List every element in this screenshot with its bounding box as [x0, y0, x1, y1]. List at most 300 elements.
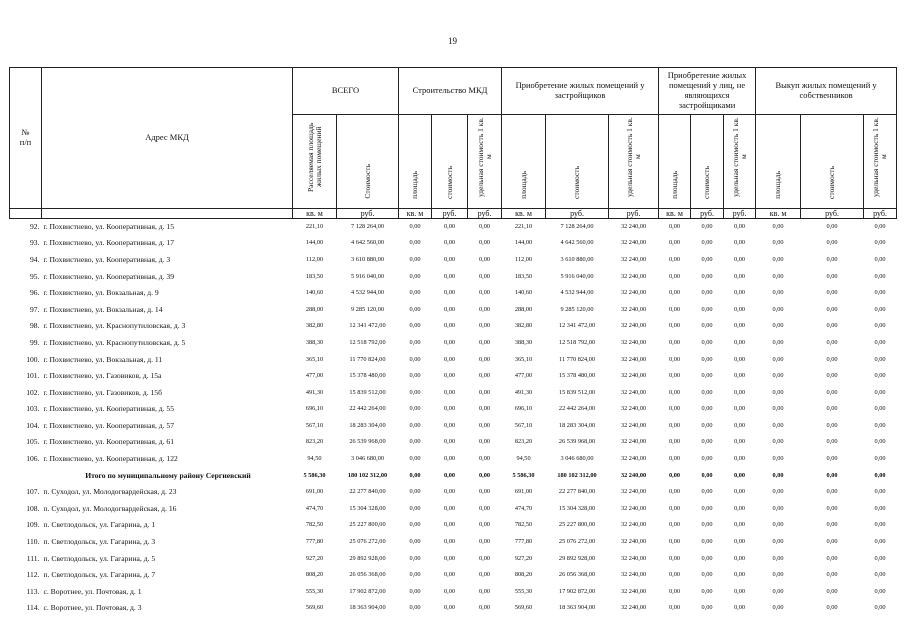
row-value: 0,00: [826, 355, 838, 363]
subheader-cost: стоимость: [432, 115, 468, 209]
row-value: 0,00: [479, 455, 491, 463]
row-value: 0,00: [669, 255, 681, 263]
table-row: [10, 368, 897, 385]
header-construction: Строительство МКД: [399, 68, 502, 115]
units-row: [10, 208, 897, 218]
row-value: 0,00: [443, 222, 456, 230]
row-value: 691,00: [514, 488, 533, 496]
row-value: 12 341 472,00: [349, 322, 386, 330]
row-value: 0,00: [479, 405, 491, 413]
row-value: 0,00: [874, 255, 886, 263]
subheader-area: площадь: [659, 115, 691, 209]
subheader-cost-total: Стоимость: [337, 115, 399, 209]
row-value: 140,60: [305, 289, 324, 297]
row-value: 569,60: [305, 604, 324, 612]
row-value: 183,50: [305, 272, 324, 280]
row-value: 26 539 968,00: [558, 438, 596, 446]
row-value: 0,00: [734, 305, 746, 313]
row-value: 0,00: [479, 305, 491, 313]
row-value: 0,00: [826, 471, 838, 479]
row-address: г. Похвистнево, ул. Кооперативная, д. 17: [43, 238, 175, 248]
row-value: 32 240,00: [620, 604, 647, 612]
row-value: 0,00: [409, 372, 421, 380]
row-value: 0,00: [701, 405, 713, 413]
row-value: 32 240,00: [620, 554, 647, 562]
row-value: 0,00: [826, 455, 838, 463]
row-value: 0,00: [701, 322, 713, 330]
row-address: с. Воротнее, ул. Почтовая, д. 3: [43, 603, 142, 613]
row-value: 823,20: [514, 438, 533, 446]
row-value: 18 283 304,00: [349, 421, 386, 429]
row-value: 7 128 264,00: [560, 222, 594, 230]
row-value: 0,00: [701, 255, 713, 263]
row-value: 32 240,00: [620, 405, 647, 413]
row-value: 15 839 512,00: [558, 388, 596, 396]
row-value: 18 363 904,00: [349, 604, 386, 612]
row-value: 0,00: [701, 388, 713, 396]
row-value: 0,00: [874, 289, 886, 297]
unit-label: руб.: [468, 208, 502, 218]
row-value: 0,00: [701, 538, 713, 546]
row-number: 107.: [26, 487, 40, 497]
subheader-area: площадь: [399, 115, 432, 209]
row-value: 32 240,00: [620, 289, 647, 297]
row-value: 0,00: [701, 239, 713, 247]
row-value: 0,00: [701, 571, 713, 579]
row-value: 0,00: [874, 338, 886, 346]
row-value: 0,00: [826, 388, 838, 396]
row-value: 0,00: [772, 504, 784, 512]
table-row: [10, 600, 897, 617]
row-value: 0,00: [479, 289, 491, 297]
row-value: 0,00: [669, 438, 681, 446]
row-value: 11 770 824,00: [349, 355, 386, 363]
row-value: 777,80: [305, 538, 324, 546]
row-value: 3 610 880,00: [350, 255, 385, 263]
row-number: 104.: [26, 420, 40, 430]
row-value: 927,20: [514, 554, 533, 562]
row-value: 0,00: [409, 355, 421, 363]
unit-label: кв. м: [502, 208, 546, 218]
row-value: 0,00: [443, 504, 456, 512]
row-value: 0,00: [874, 372, 886, 380]
row-value: 0,00: [409, 571, 421, 579]
row-value: 22 277 840,00: [558, 488, 596, 496]
row-value: 0,00: [669, 554, 681, 562]
unit-label: руб.: [724, 208, 756, 218]
row-value: 0,00: [701, 289, 713, 297]
row-value: 696,10: [305, 405, 324, 413]
row-address: г. Похвистнево, ул. Вокзальная, д. 14: [43, 304, 163, 314]
row-value: 0,00: [479, 521, 491, 529]
row-value: 0,00: [826, 222, 838, 230]
row-value: 0,00: [874, 438, 886, 446]
row-value: 0,00: [874, 604, 886, 612]
row-number: 106.: [26, 454, 40, 464]
row-value: 927,20: [305, 554, 324, 562]
row-value: 491,30: [305, 388, 324, 396]
row-value: 0,00: [443, 322, 456, 330]
row-value: 0,00: [874, 471, 886, 479]
table-row: [10, 302, 897, 319]
row-address: г. Похвистнево, ул. Газовиков, д. 15а: [43, 371, 162, 381]
row-value: 0,00: [826, 322, 838, 330]
subheader-area: площадь: [502, 115, 546, 209]
row-address: Итого по муниципальному району Сергиевский: [85, 470, 251, 480]
row-number: 102.: [26, 387, 40, 397]
row-value: 477,00: [514, 372, 533, 380]
row-value: 17 902 872,00: [558, 587, 596, 595]
row-address: п. Суходол, ул. Молодогвардейская, д. 16: [43, 503, 177, 513]
row-value: 0,00: [669, 471, 681, 479]
row-value: 0,00: [734, 571, 746, 579]
row-number: 110.: [26, 537, 40, 547]
row-value: 0,00: [479, 554, 491, 562]
row-value: 0,00: [479, 488, 491, 496]
row-value: 32 240,00: [620, 504, 647, 512]
row-value: 0,00: [443, 604, 456, 612]
row-value: 288,00: [514, 305, 533, 313]
row-number: 109.: [26, 520, 40, 530]
row-value: 0,00: [479, 255, 491, 263]
row-value: 0,00: [409, 289, 421, 297]
row-value: 0,00: [826, 438, 838, 446]
row-value: 0,00: [772, 388, 784, 396]
row-value: 555,30: [514, 587, 533, 595]
table-row: [10, 318, 897, 335]
row-value: 0,00: [443, 405, 456, 413]
row-address: г. Похвистнево, ул. Вокзальная, д. 11: [43, 354, 163, 364]
row-value: 15 378 480,00: [558, 372, 596, 380]
header-developers: Приобретение жилых помещений у застройщиков: [502, 68, 659, 115]
row-value: 94,50: [307, 455, 322, 463]
row-value: 0,00: [443, 372, 456, 380]
housing-table: [9, 67, 897, 617]
subheader-unit-cost: удельная стоимость 1 кв. м: [724, 115, 756, 209]
table-row: [10, 269, 897, 286]
row-value: 3 046 680,00: [350, 455, 385, 463]
row-value: 0,00: [669, 289, 681, 297]
row-value: 32 240,00: [620, 587, 647, 595]
row-value: 0,00: [409, 305, 421, 313]
row-value: 32 240,00: [620, 455, 647, 463]
row-value: 0,00: [826, 504, 838, 512]
row-value: 777,80: [514, 538, 533, 546]
row-value: 0,00: [874, 222, 886, 230]
row-value: 0,00: [701, 338, 713, 346]
header-non-developers: Приобретение жилых помещений у лиц, не являющихся застройщиками: [659, 68, 756, 115]
row-value: 477,00: [305, 372, 324, 380]
row-value: 0,00: [874, 521, 886, 529]
row-value: 17 902 872,00: [349, 587, 386, 595]
row-value: 0,00: [701, 604, 713, 612]
row-value: 4 532 944,00: [560, 289, 594, 297]
row-value: 0,00: [669, 521, 681, 529]
row-value: 5 916 040,00: [350, 272, 385, 280]
row-value: 25 076 272,00: [558, 538, 596, 546]
row-value: 782,50: [514, 521, 533, 529]
table-row: [10, 352, 897, 369]
row-value: 3 046 680,00: [560, 455, 594, 463]
unit-label: руб.: [546, 208, 609, 218]
row-value: 29 892 928,00: [349, 554, 386, 562]
table-body: [10, 218, 897, 617]
row-value: 0,00: [772, 587, 784, 595]
row-value: 0,00: [826, 289, 838, 297]
row-value: 0,00: [772, 604, 784, 612]
row-value: 0,00: [409, 488, 421, 496]
row-value: 221,10: [305, 222, 324, 230]
row-value: 0,00: [479, 471, 491, 479]
row-value: 0,00: [826, 338, 838, 346]
row-number: 103.: [26, 404, 40, 414]
row-value: 0,00: [772, 488, 784, 496]
row-value: 26 056 368,00: [558, 571, 596, 579]
row-number: 101.: [26, 371, 40, 381]
row-address: г. Похвистнево, ул. Газовиков, д. 15б: [43, 387, 162, 397]
row-value: 12 518 792,00: [558, 338, 596, 346]
row-value: 0,00: [734, 604, 746, 612]
row-number: 97.: [30, 304, 40, 314]
row-value: 112,00: [514, 255, 533, 263]
row-value: 0,00: [669, 405, 681, 413]
row-value: 0,00: [701, 521, 713, 529]
unit-label: кв. м: [756, 208, 801, 218]
row-value: 0,00: [409, 388, 421, 396]
row-value: 0,00: [874, 504, 886, 512]
row-value: 0,00: [479, 222, 491, 230]
row-value: 0,00: [874, 488, 886, 496]
row-value: 144,00: [305, 239, 324, 247]
row-value: 0,00: [443, 571, 456, 579]
row-value: 0,00: [669, 604, 681, 612]
row-value: 0,00: [479, 587, 491, 595]
row-value: 0,00: [772, 272, 784, 280]
row-value: 112,00: [305, 255, 324, 263]
row-value: 0,00: [443, 305, 456, 313]
row-value: 32 240,00: [620, 255, 647, 263]
row-value: 0,00: [874, 388, 886, 396]
table-row: [10, 252, 897, 269]
row-address: г. Похвистнево, ул. Кооперативная, д. 39: [43, 271, 175, 281]
row-value: 0,00: [701, 421, 713, 429]
row-value: 0,00: [874, 305, 886, 313]
table-row: [10, 501, 897, 518]
row-value: 0,00: [409, 521, 421, 529]
row-value: 140,60: [514, 289, 533, 297]
row-value: 32 240,00: [620, 388, 647, 396]
row-value: 0,00: [772, 289, 784, 297]
row-value: 0,00: [669, 222, 681, 230]
subheader-area: площадь: [756, 115, 801, 209]
row-value: 22 277 840,00: [349, 488, 386, 496]
row-value: 0,00: [443, 488, 456, 496]
row-value: 0,00: [734, 504, 746, 512]
subheader-cost: стоимость: [691, 115, 724, 209]
row-value: 0,00: [826, 239, 838, 247]
row-address: г. Похвистнево, ул. Вокзальная, д. 9: [43, 288, 159, 298]
row-value: 0,00: [669, 305, 681, 313]
subheader-area-settled: Расселяемая площадь жилых помещений: [293, 115, 337, 209]
row-value: 0,00: [734, 322, 746, 330]
row-value: 26 539 968,00: [349, 438, 386, 446]
row-value: 0,00: [874, 554, 886, 562]
unit-label: руб.: [609, 208, 659, 218]
row-value: 0,00: [669, 455, 681, 463]
row-address: г. Похвистнево, ул. Кооперативная, д. 61: [43, 437, 175, 447]
row-value: 0,00: [734, 355, 746, 363]
row-address: г. Похвистнево, ул. Кооперативная, д. 122: [43, 454, 178, 464]
row-value: 0,00: [826, 372, 838, 380]
table-row: [10, 451, 897, 468]
row-value: 0,00: [734, 438, 746, 446]
row-value: 0,00: [772, 239, 784, 247]
table-row: [10, 418, 897, 435]
row-value: 0,00: [669, 488, 681, 496]
table-row: [10, 235, 897, 252]
row-value: 0,00: [826, 521, 838, 529]
row-value: 0,00: [874, 355, 886, 363]
table-row: [10, 484, 897, 501]
subheader-unit-cost: удельная стоимость 1 кв. м: [468, 115, 502, 209]
row-value: 0,00: [701, 305, 713, 313]
table-row: [10, 285, 897, 302]
row-value: 0,00: [409, 322, 421, 330]
row-value: 0,00: [669, 372, 681, 380]
row-value: 0,00: [826, 587, 838, 595]
row-value: 183,50: [514, 272, 533, 280]
row-value: 0,00: [443, 521, 456, 529]
row-value: 9 285 120,00: [350, 305, 385, 313]
row-value: 474,70: [305, 504, 324, 512]
row-value: 0,00: [734, 471, 746, 479]
row-address: п. Суходол, ул. Молодогвардейская, д. 23: [43, 487, 177, 497]
row-address: г. Похвистнево, ул. Краснопутиловская, д. 5: [43, 337, 186, 347]
row-value: 5 586,30: [512, 471, 535, 479]
row-value: 0,00: [772, 338, 784, 346]
row-value: 0,00: [734, 272, 746, 280]
row-value: 782,50: [305, 521, 324, 529]
unit-label: кв. м: [399, 208, 432, 218]
row-value: 567,10: [514, 421, 533, 429]
subheader-unit-cost: удельная стоимость 1 кв. м: [864, 115, 897, 209]
row-value: 0,00: [443, 388, 456, 396]
row-value: 0,00: [772, 538, 784, 546]
row-value: 696,10: [514, 405, 533, 413]
row-value: 32 240,00: [620, 538, 647, 546]
row-number: 100.: [26, 354, 40, 364]
row-address: г. Похвистнево, ул. Кооперативная, д. 55: [43, 404, 175, 414]
row-value: 0,00: [443, 471, 456, 479]
row-value: 0,00: [443, 255, 456, 263]
row-value: 0,00: [409, 504, 421, 512]
row-value: 0,00: [772, 455, 784, 463]
row-value: 0,00: [772, 255, 784, 263]
row-number: 108.: [26, 503, 40, 513]
row-value: 25 227 800,00: [349, 521, 386, 529]
row-value: 0,00: [409, 421, 421, 429]
row-number: 112.: [26, 570, 40, 580]
row-value: 0,00: [772, 222, 784, 230]
row-value: 11 770 824,00: [559, 355, 596, 363]
row-value: 0,00: [826, 255, 838, 263]
row-value: 0,00: [443, 554, 456, 562]
row-value: 32 240,00: [620, 438, 647, 446]
row-value: 0,00: [669, 239, 681, 247]
row-value: 3 610 880,00: [560, 255, 594, 263]
row-value: 0,00: [443, 438, 456, 446]
row-number: 94.: [30, 254, 40, 264]
row-address: г. Похвистнево, ул. Краснопутиловская, д. 3: [43, 321, 186, 331]
unit-label: кв. м: [659, 208, 691, 218]
row-value: 365,10: [514, 355, 533, 363]
row-value: 0,00: [701, 455, 713, 463]
row-value: 0,00: [479, 338, 491, 346]
row-value: 94,50: [516, 455, 531, 463]
row-value: 0,00: [772, 521, 784, 529]
unit-label: руб.: [337, 208, 399, 218]
row-value: 0,00: [701, 222, 713, 230]
row-number: 111.: [26, 553, 40, 563]
row-value: 0,00: [874, 538, 886, 546]
unit-label: кв. м: [293, 208, 337, 218]
row-value: 0,00: [772, 305, 784, 313]
row-number: 114.: [26, 603, 40, 613]
row-value: 388,30: [305, 338, 324, 346]
row-value: 0,00: [734, 239, 746, 247]
row-value: 4 642 560,00: [560, 239, 594, 247]
row-value: 0,00: [826, 488, 838, 496]
row-value: 0,00: [874, 322, 886, 330]
row-value: 0,00: [772, 421, 784, 429]
row-value: 0,00: [734, 488, 746, 496]
row-value: 0,00: [874, 455, 886, 463]
row-value: 32 240,00: [620, 322, 647, 330]
row-value: 32 240,00: [620, 471, 647, 479]
row-value: 0,00: [479, 504, 491, 512]
row-value: 32 240,00: [620, 488, 647, 496]
total-row: [10, 468, 897, 485]
row-value: 0,00: [669, 587, 681, 595]
row-value: 0,00: [701, 587, 713, 595]
row-value: 180 102 312,00: [347, 471, 388, 479]
row-number: [10, 468, 42, 485]
row-value: 0,00: [669, 504, 681, 512]
row-value: 0,00: [443, 587, 456, 595]
table-row: [10, 584, 897, 601]
row-value: 0,00: [772, 355, 784, 363]
row-value: 0,00: [734, 538, 746, 546]
row-value: 0,00: [479, 388, 491, 396]
row-value: 0,00: [479, 438, 491, 446]
row-value: 0,00: [409, 222, 421, 230]
row-value: 0,00: [874, 272, 886, 280]
row-value: 0,00: [772, 554, 784, 562]
row-value: 0,00: [443, 355, 456, 363]
units-blank: [10, 208, 42, 218]
header-num: № п/п: [10, 68, 42, 209]
row-number: 113.: [26, 586, 40, 596]
row-value: 0,00: [826, 272, 838, 280]
row-value: 32 240,00: [620, 355, 647, 363]
row-address: п. Светлодольск, ул. Гагарина, д. 7: [43, 570, 156, 580]
row-value: 0,00: [734, 455, 746, 463]
row-value: 0,00: [701, 355, 713, 363]
row-value: 0,00: [772, 571, 784, 579]
row-value: 0,00: [874, 587, 886, 595]
row-value: 25 227 800,00: [558, 521, 596, 529]
row-value: 144,00: [514, 239, 533, 247]
